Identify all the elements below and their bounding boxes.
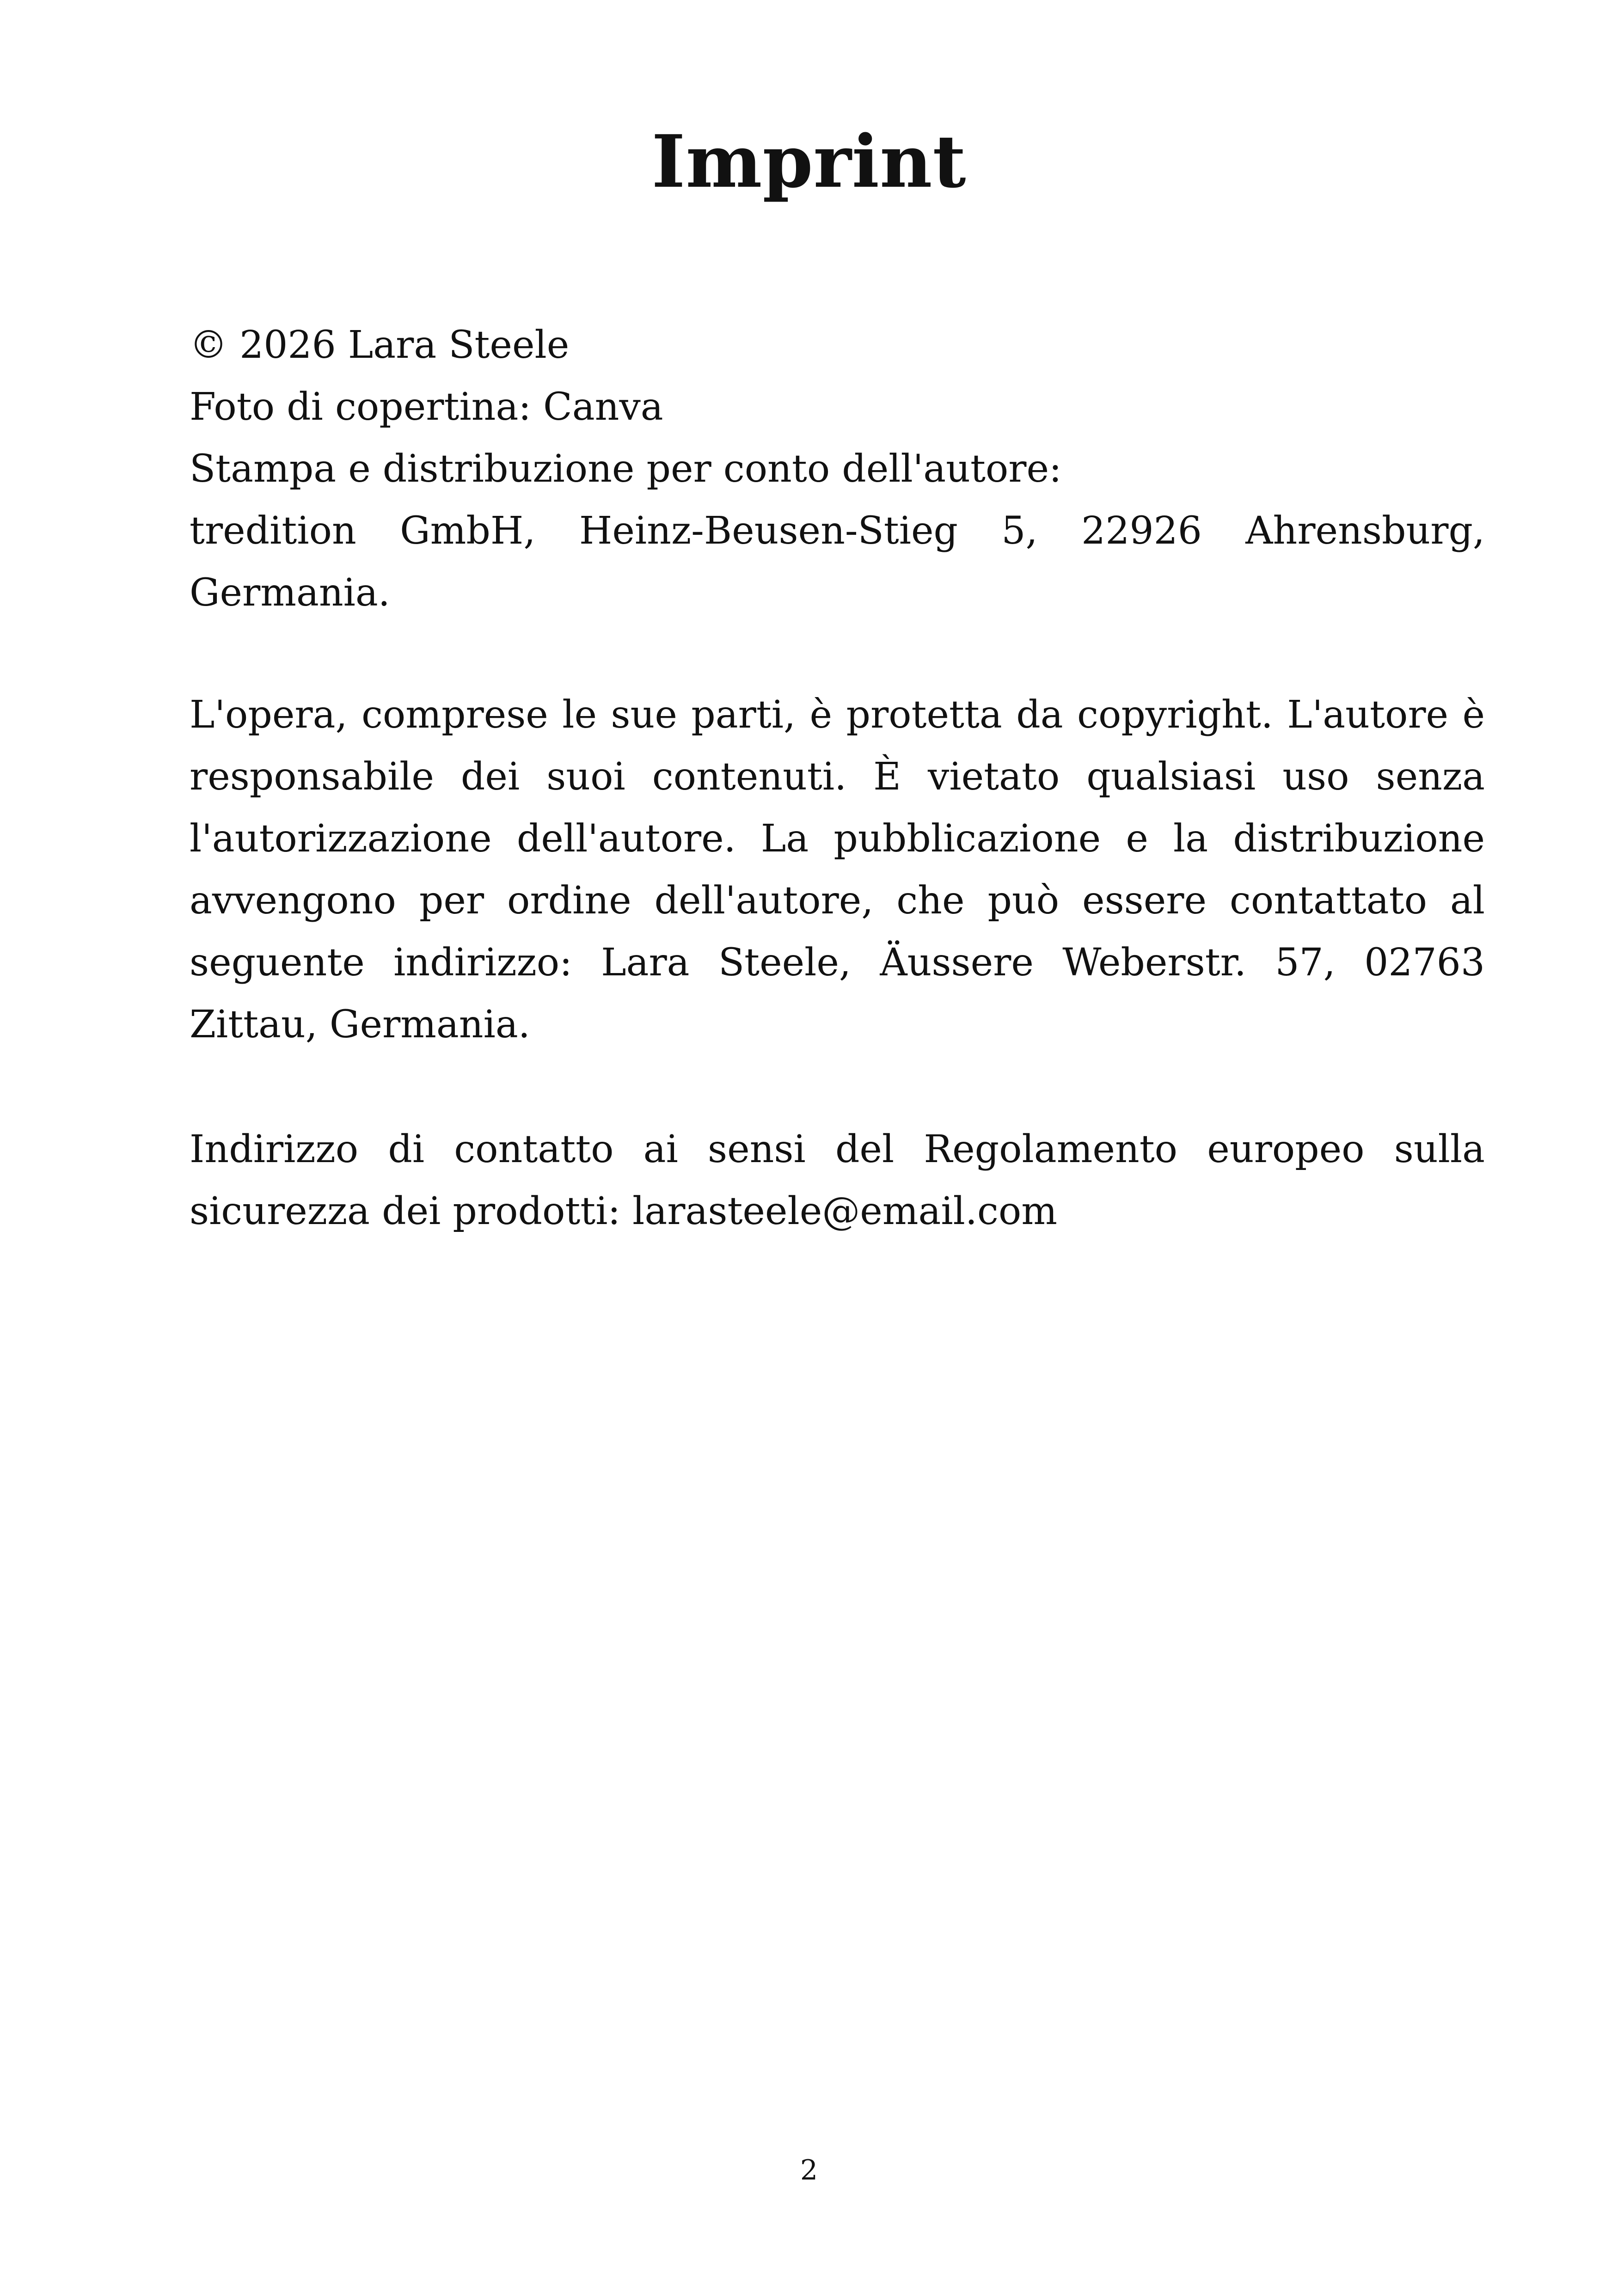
page-title: Imprint	[651, 119, 967, 204]
publisher-address-line: tredition GmbH, Heinz-Beusen-Stieg 5, 22926 Ahrensburg,	[190, 509, 1485, 553]
publisher-country-line: Germania.	[190, 571, 390, 615]
copyright-line: © 2026 Lara Steele	[190, 323, 570, 367]
copyright-notice-block	[190, 684, 1485, 1056]
printing-distribution-line: Stampa e distribuzione per conto dell'autore:	[190, 447, 1062, 491]
contact-paragraph: Indirizzo di contatto ai sensi del Regolamento europeo sulla sicurezza dei prodotti: larasteele@email.com	[190, 1127, 1485, 1233]
page-number: 2	[800, 2154, 818, 2186]
publisher-info-block	[190, 314, 1485, 624]
cover-photo-credit: Foto di copertina: Canva	[190, 385, 663, 429]
contact-address-block	[190, 1119, 1485, 1243]
copyright-paragraph: L'opera, comprese le sue parti, è protetta da copyright. L'autore è responsabile dei suoi contenuti. È vietato qualsiasi uso senza l'autorizzazione dell'autore. La pubblicazione e la distribuzione avvengono per ordine dell'autore, che può essere contattato al seguente indirizzo: Lara Steele, Äussere Weberstr. 57, 02763 Zittau, Germania.	[190, 693, 1485, 1047]
